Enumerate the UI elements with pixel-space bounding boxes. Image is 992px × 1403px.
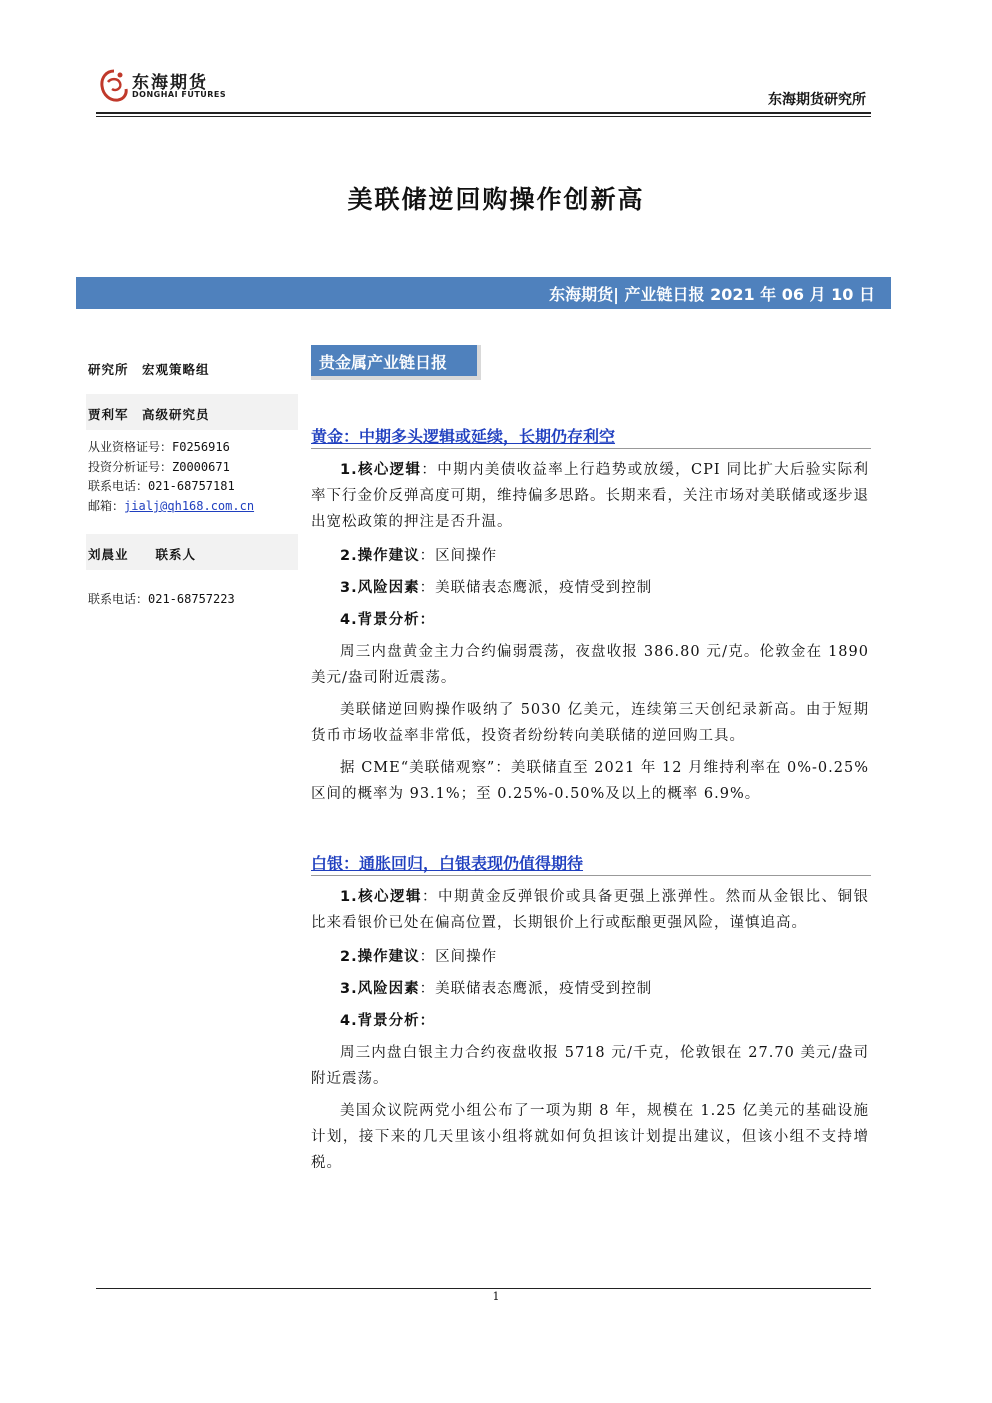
silver-advice-label: 2.操作建议	[340, 949, 420, 965]
email-label: 邮箱：	[88, 499, 125, 513]
silver-section-title[interactable]: 白银：通胀回归，白银表现仍值得期待	[311, 854, 584, 873]
silver-title-rule	[311, 875, 871, 876]
logo-text-cn: 东海期货	[132, 73, 208, 93]
silver-core-logic-label: 1.核心逻辑	[340, 889, 423, 905]
silver-advice-text: ：区间操作	[419, 949, 498, 965]
silver-risk	[311, 976, 869, 1002]
footer-divider	[96, 1288, 871, 1289]
gold-core-logic-text: ：中期内美债收益率上行趋势或放缓，CPI 同比扩大后验实际利率下行金价反弹高度可期，维持偏多思路。长期来看，关注市场对美联储或逐步退出宽松政策的押注是否升温。	[311, 462, 869, 530]
phone-number: 联系电话：021-68757181	[88, 479, 235, 493]
gold-background-1: 周三内盘黄金主力合约偏弱震荡，夜盘收报 386.80 元/克。伦敦金在 1890 美元/盎司附近震荡。	[311, 644, 869, 686]
qualification-no: 从业资格证号：F0256916	[88, 440, 230, 454]
gold-advice	[311, 543, 869, 569]
page-title: 美联储逆回购操作创新高	[347, 185, 645, 214]
header-divider-thin	[96, 116, 871, 117]
dept-label: 研究所 宏观策略组	[88, 362, 210, 377]
gold-body	[311, 457, 869, 807]
dragon-logo-icon	[98, 68, 130, 104]
contact-phone: 联系电话：021-68757223	[88, 592, 235, 606]
gold-background-label	[311, 607, 869, 633]
banner-text: 东海期货| 产业链日报 2021 年 06 月 10 日	[549, 285, 875, 304]
email-row	[88, 497, 254, 514]
header-divider	[96, 112, 871, 114]
company-logo	[98, 66, 228, 106]
silver-risk-text: ：美联储表态鹰派，疫情受到控制	[419, 981, 653, 997]
silver-core-logic-text: ：中期黄金反弹银价或具备更强上涨弹性。然而从金银比、铜银比来看银价已处在偏高位置，长期银价上行或酝酿更强风险，谨慎追高。	[311, 889, 869, 931]
silver-risk-label: 3.风险因素	[340, 981, 420, 997]
report-banner	[76, 277, 891, 309]
gold-title-rule	[311, 448, 871, 449]
silver-advice	[311, 944, 869, 970]
gold-risk	[311, 575, 869, 601]
header-org: 东海期货研究所	[768, 92, 866, 108]
gold-advice-text: ：区间操作	[419, 548, 498, 564]
silver-core-logic	[311, 884, 869, 936]
gold-risk-label: 3.风险因素	[340, 580, 420, 596]
silver-body	[311, 884, 869, 1176]
email-link[interactable]: jialj@qh168.com.cn	[124, 499, 255, 513]
silver-background-2: 美国众议院两党小组公布了一项为期 8 年，规模在 1.25 亿美元的基础设施计划，接下来的几天里该小组将就如何负担该计划提出建议，但该小组不支持增税。	[311, 1103, 869, 1171]
contact-name: 刘晨业 联系人	[88, 547, 197, 562]
silver-background-heading: 4.背景分析：	[340, 1013, 436, 1029]
section-tag: 贵金属产业链日报	[311, 345, 481, 380]
analyst-name: 贾利军 高级研究员	[88, 407, 210, 422]
gold-core-logic	[311, 457, 869, 535]
gold-advice-label: 2.操作建议	[340, 548, 420, 564]
gold-risk-text: ：美联储表态鹰派，疫情受到控制	[419, 580, 653, 596]
logo-text-en: DONGHAI FUTURES	[132, 90, 227, 99]
contact-block	[86, 534, 298, 570]
gold-background-heading: 4.背景分析：	[340, 612, 436, 628]
analysis-cert-no: 投资分析证号：Z0000671	[88, 460, 230, 474]
gold-core-logic-label: 1.核心逻辑	[340, 462, 422, 478]
analyst-block	[86, 394, 298, 430]
silver-background-label	[311, 1008, 869, 1034]
gold-background-3: 据 CME“美联储观察”：美联储直至 2021 年 12 月维持利率在 0%-0.25%区间的概率为 93.1%；至 0.25%-0.50%及以上的概率 6.9%。	[311, 760, 869, 802]
gold-section-title[interactable]: 黄金：中期多头逻辑或延续，长期仍存利空	[311, 427, 616, 446]
gold-background-2: 美联储逆回购操作吸纳了 5030 亿美元，连续第三天创纪录新高。由于短期货币市场收益率非常低，投资者纷纷转向美联储的逆回购工具。	[311, 702, 869, 744]
silver-background-1: 周三内盘白银主力合约夜盘收报 5718 元/千克，伦敦银在 27.70 美元/盎司附近震荡。	[311, 1045, 869, 1087]
page-number: 1	[492, 1290, 500, 1303]
